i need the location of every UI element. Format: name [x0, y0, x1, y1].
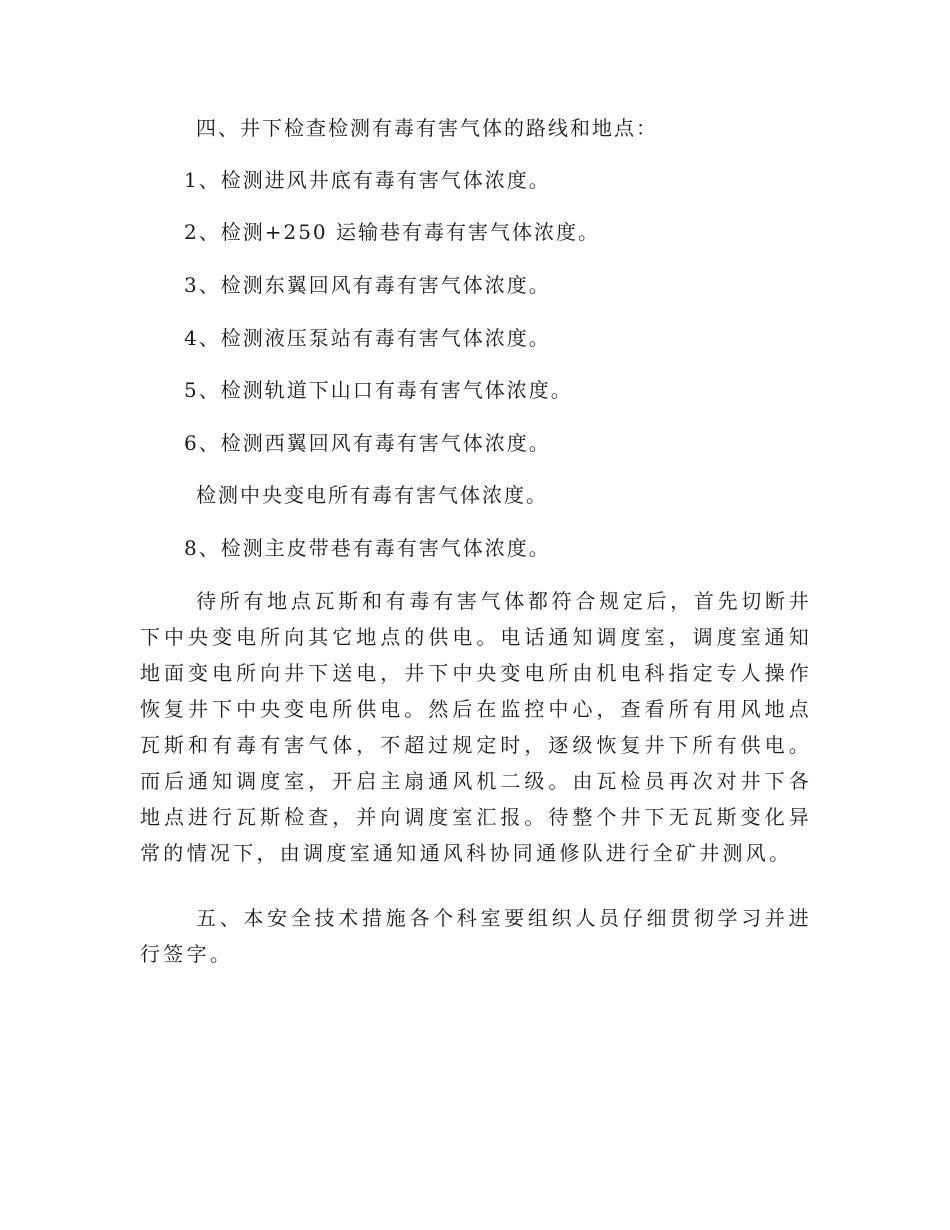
section-4-heading: 四、井下检查检测有毒有害气体的路线和地点：: [196, 116, 658, 140]
list-item: 1、检测进风井底有毒有害气体浓度。: [184, 168, 551, 192]
list-item: 5、检测轨道下山口有毒有害气体浓度。: [184, 378, 573, 402]
list-item: 4、检测液压泵站有毒有害气体浓度。: [184, 326, 551, 350]
restoration-paragraph: 待所有地点瓦斯和有毒有害气体都符合规定后，首先切断井下中央变电所向其它地点的供电。电话通知调度室，调度室通知地面变电所向井下送电，井下中央变电所由机电科指定专人操作恢复井下中央变电所供电。然后在监控中心，查看所有用风地点瓦斯和有毒有害气体，不超过规定时，逐级恢复井下所有供电。而后通知调度室，开启主扇通风机二级。由瓦检员再次对井下各地点进行瓦斯检查，并向调度室汇报。待整个井下无瓦斯变化异常的情况下，由调度室通知通风科协同通修队进行全矿井测风。: [140, 589, 812, 865]
list-item: 2、检测+250 运输巷有毒有害气体浓度。: [184, 220, 601, 244]
list-item: 8、检测主皮带巷有毒有害气体浓度。: [184, 536, 551, 560]
list-item: 6、检测西翼回风有毒有害气体浓度。: [184, 431, 551, 455]
list-item: 检测中央变电所有毒有害气体浓度。: [196, 483, 548, 507]
section-5-paragraph: 五、本安全技术措施各个科室要组织人员仔细贯彻学习并进行签字。: [140, 906, 812, 966]
list-item: 3、检测东翼回风有毒有害气体浓度。: [184, 273, 551, 297]
